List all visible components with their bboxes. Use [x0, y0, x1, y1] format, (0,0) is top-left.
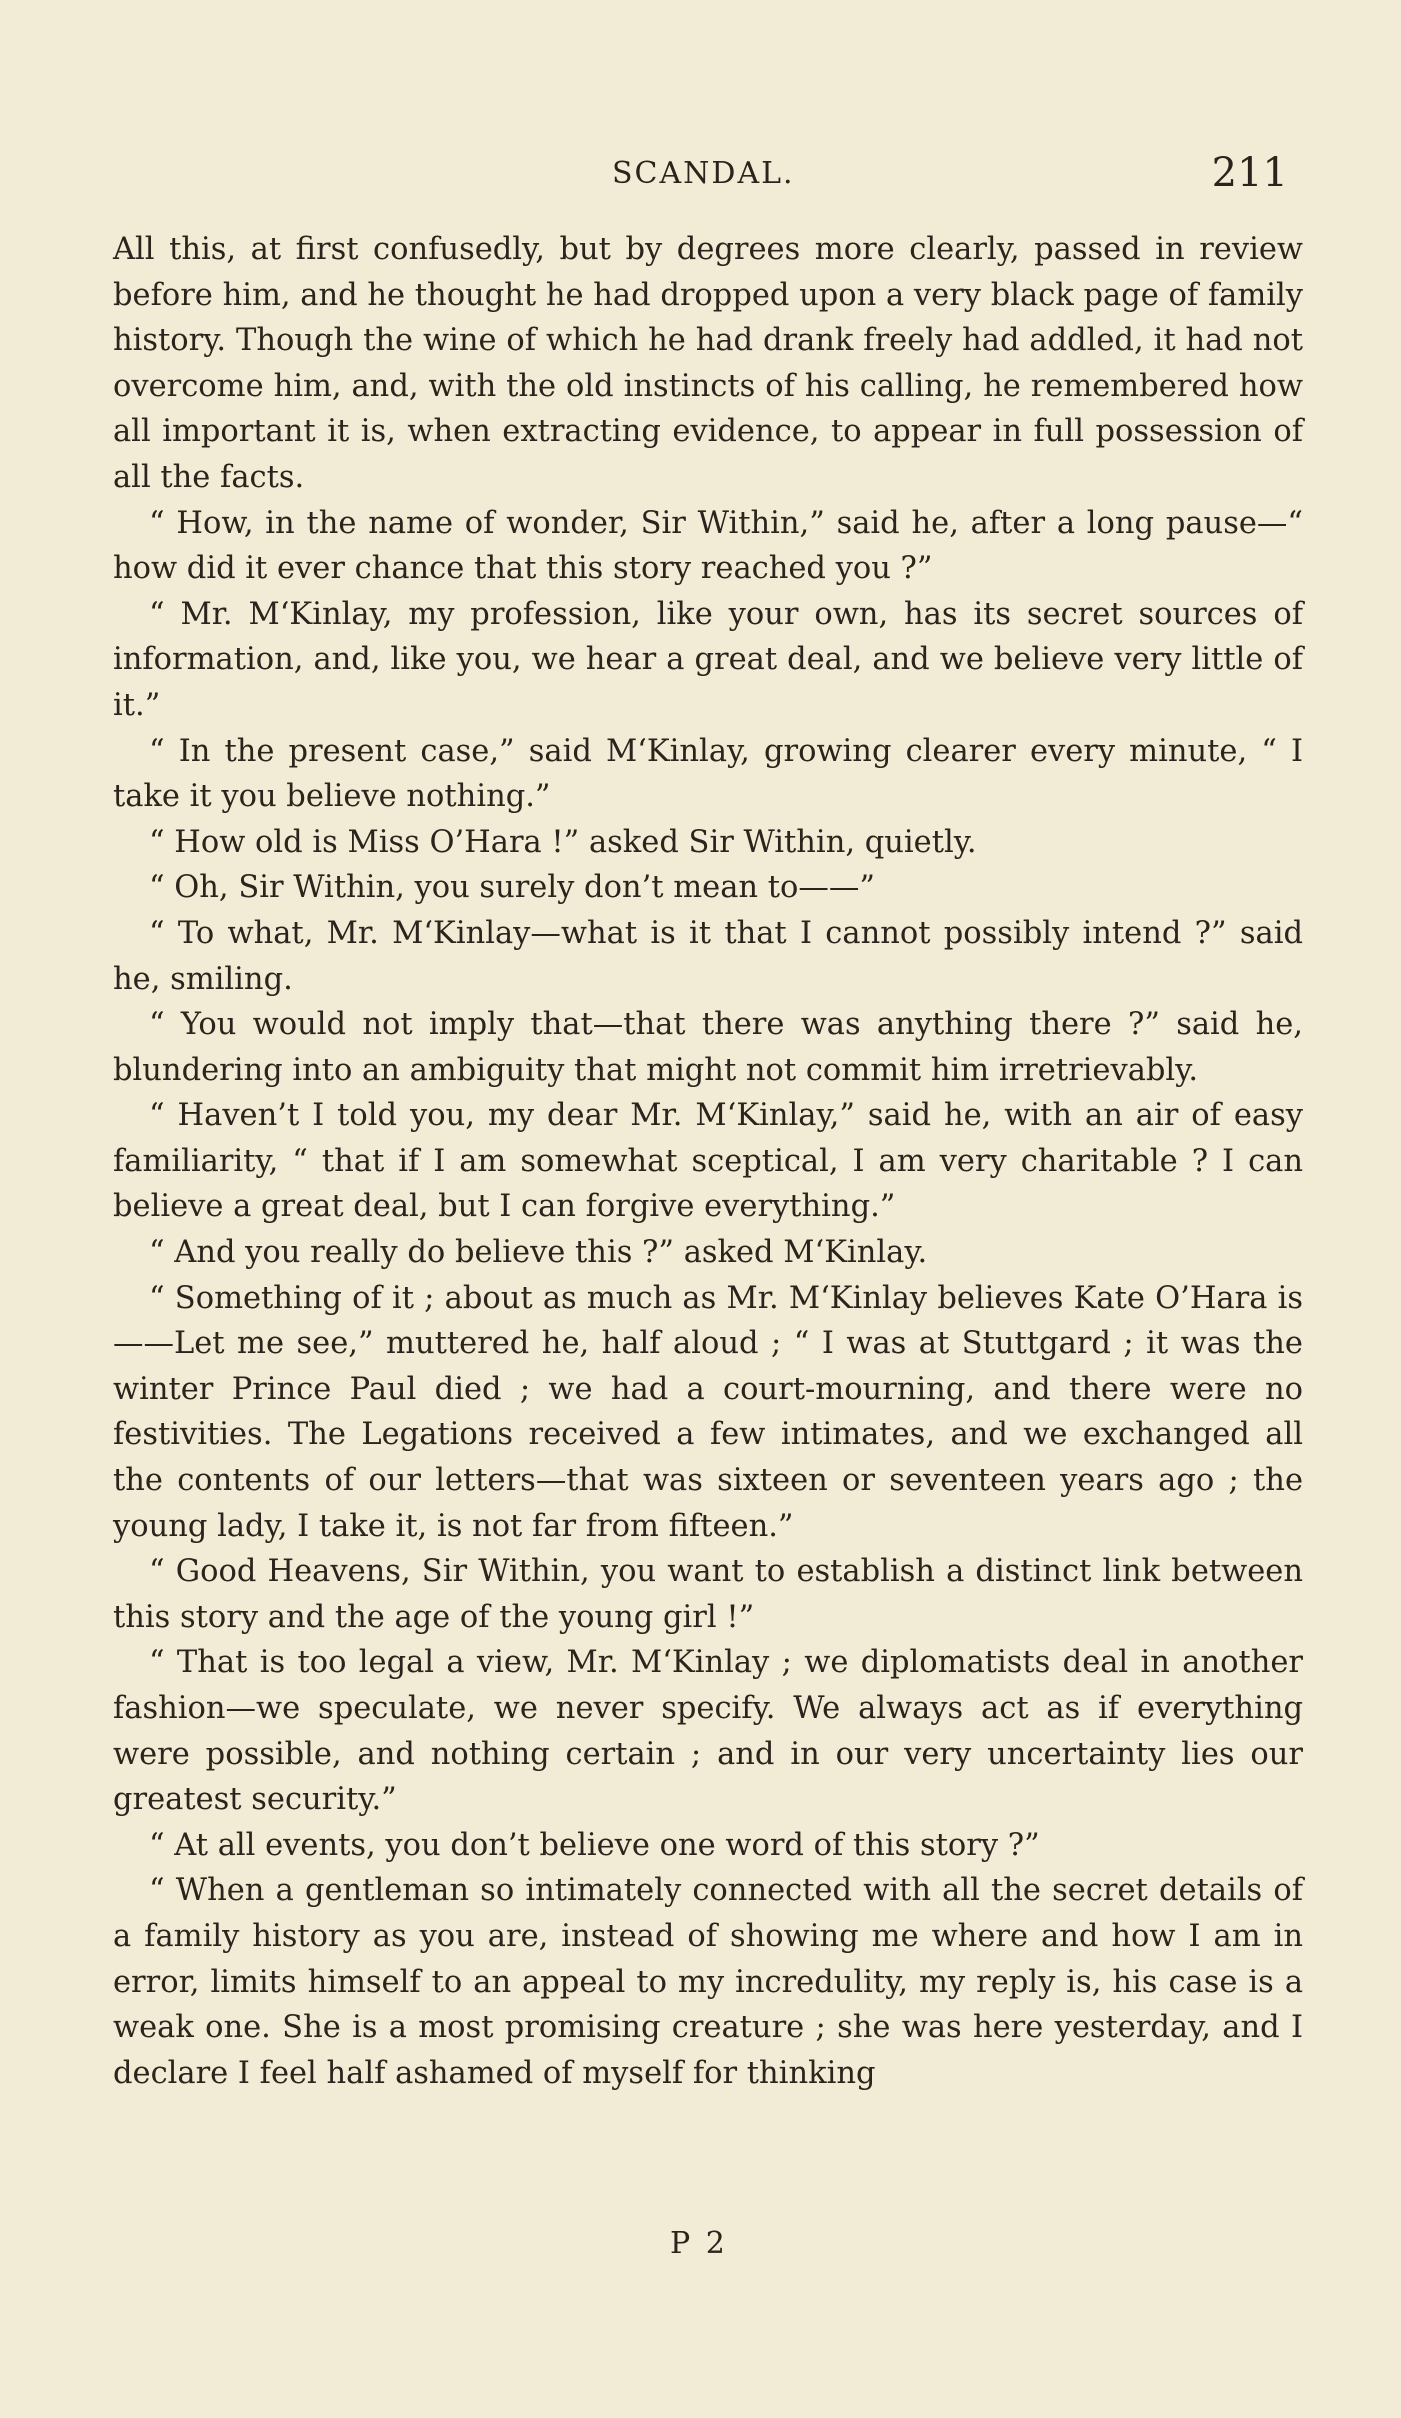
- paragraph: “ Good Heavens, Sir Within, you want to establish a distinct link between this story and the age of the young girl !”: [113, 1554, 1303, 1635]
- running-head: SCANDAL.: [612, 156, 795, 191]
- paragraph: All this, at first confusedly, but by degrees more clearly, passed in review before him, and he thought he had dropped upon a very black page of family history. Though the wine of which he had drank freely had addled, it had not overcome him, and, with the old instincts of his calling, he remembered how all important it is, when extracting evidence, to appear in full possession of all the facts.: [113, 232, 1303, 495]
- paragraph: “ Something of it ; about as much as Mr. M‘Kinlay believes Kate O’Hara is——Let me see,” muttered he, half aloud ; “ I was at Stuttgard ; it was the winter Prince Paul died ; we had a court-mourning, and there were no festivities. The Legations received a few intimates, and we exchanged all the contents of our letters—that was sixteen or seventeen years ago ; the young lady, I take it, is not far from fifteen.”: [113, 1280, 1303, 1544]
- paragraph: “ When a gentleman so intimately connected with all the secret details of a family history as you are, instead of showing me where and how I am in error, limits himself to an appeal to my incredulity, my reply is, his case is a weak one. She is a most promising creature ; she was here yesterday, and I declare I feel half ashamed of myself for thinking: [113, 1873, 1303, 2091]
- paragraph: “ And you really do believe this ?” asked M‘Kinlay.: [149, 1235, 928, 1271]
- body-text: [113, 227, 1303, 2096]
- page-header: [115, 150, 1290, 210]
- paragraph: “ You would not imply that—that there was anything there ?” said he, blundering into an ambiguity that might not commit him irretrievably.: [113, 1007, 1303, 1088]
- paragraph: “ How old is Miss O’Hara !” asked Sir Within, quietly.: [149, 824, 977, 860]
- paragraph: “ That is too legal a view, Mr. M‘Kinlay ; we diplomatists deal in another fashion—we speculate, we never specify. We always act as if everything were possible, and nothing certain ; and in our very uncertainty lies our greatest security.”: [113, 1645, 1303, 1818]
- signature-mark: P 2: [670, 2226, 728, 2261]
- paragraph: “ At all events, you don’t believe one word of this story ?”: [149, 1827, 1040, 1863]
- paragraph: “ To what, Mr. M‘Kinlay—what is it that I cannot possibly intend ?” said he, smiling.: [113, 915, 1303, 997]
- paragraph: “ Oh, Sir Within, you surely don’t mean to——”: [149, 870, 875, 906]
- paragraph: “ Mr. M‘Kinlay, my profession, like your own, has its secret sources of information, and, like you, we hear a great deal, and we believe very little of it.”: [113, 596, 1303, 723]
- paragraph: “ How, in the name of wonder, Sir Within,” said he, after a long pause—“ how did it ever chance that this story reached you ?”: [113, 505, 1303, 587]
- paragraph: “ In the present case,” said M‘Kinlay, growing clearer every minute, “ I take it you believe nothing.”: [113, 733, 1303, 815]
- paragraph: “ Haven’t I told you, my dear Mr. M‘Kinlay,” said he, with an air of easy familiarity, “ that if I am somewhat sceptical, I am very charitable ? I can believe a great deal, but I can forgive everything.”: [113, 1098, 1303, 1225]
- page-number: 211: [1211, 150, 1288, 196]
